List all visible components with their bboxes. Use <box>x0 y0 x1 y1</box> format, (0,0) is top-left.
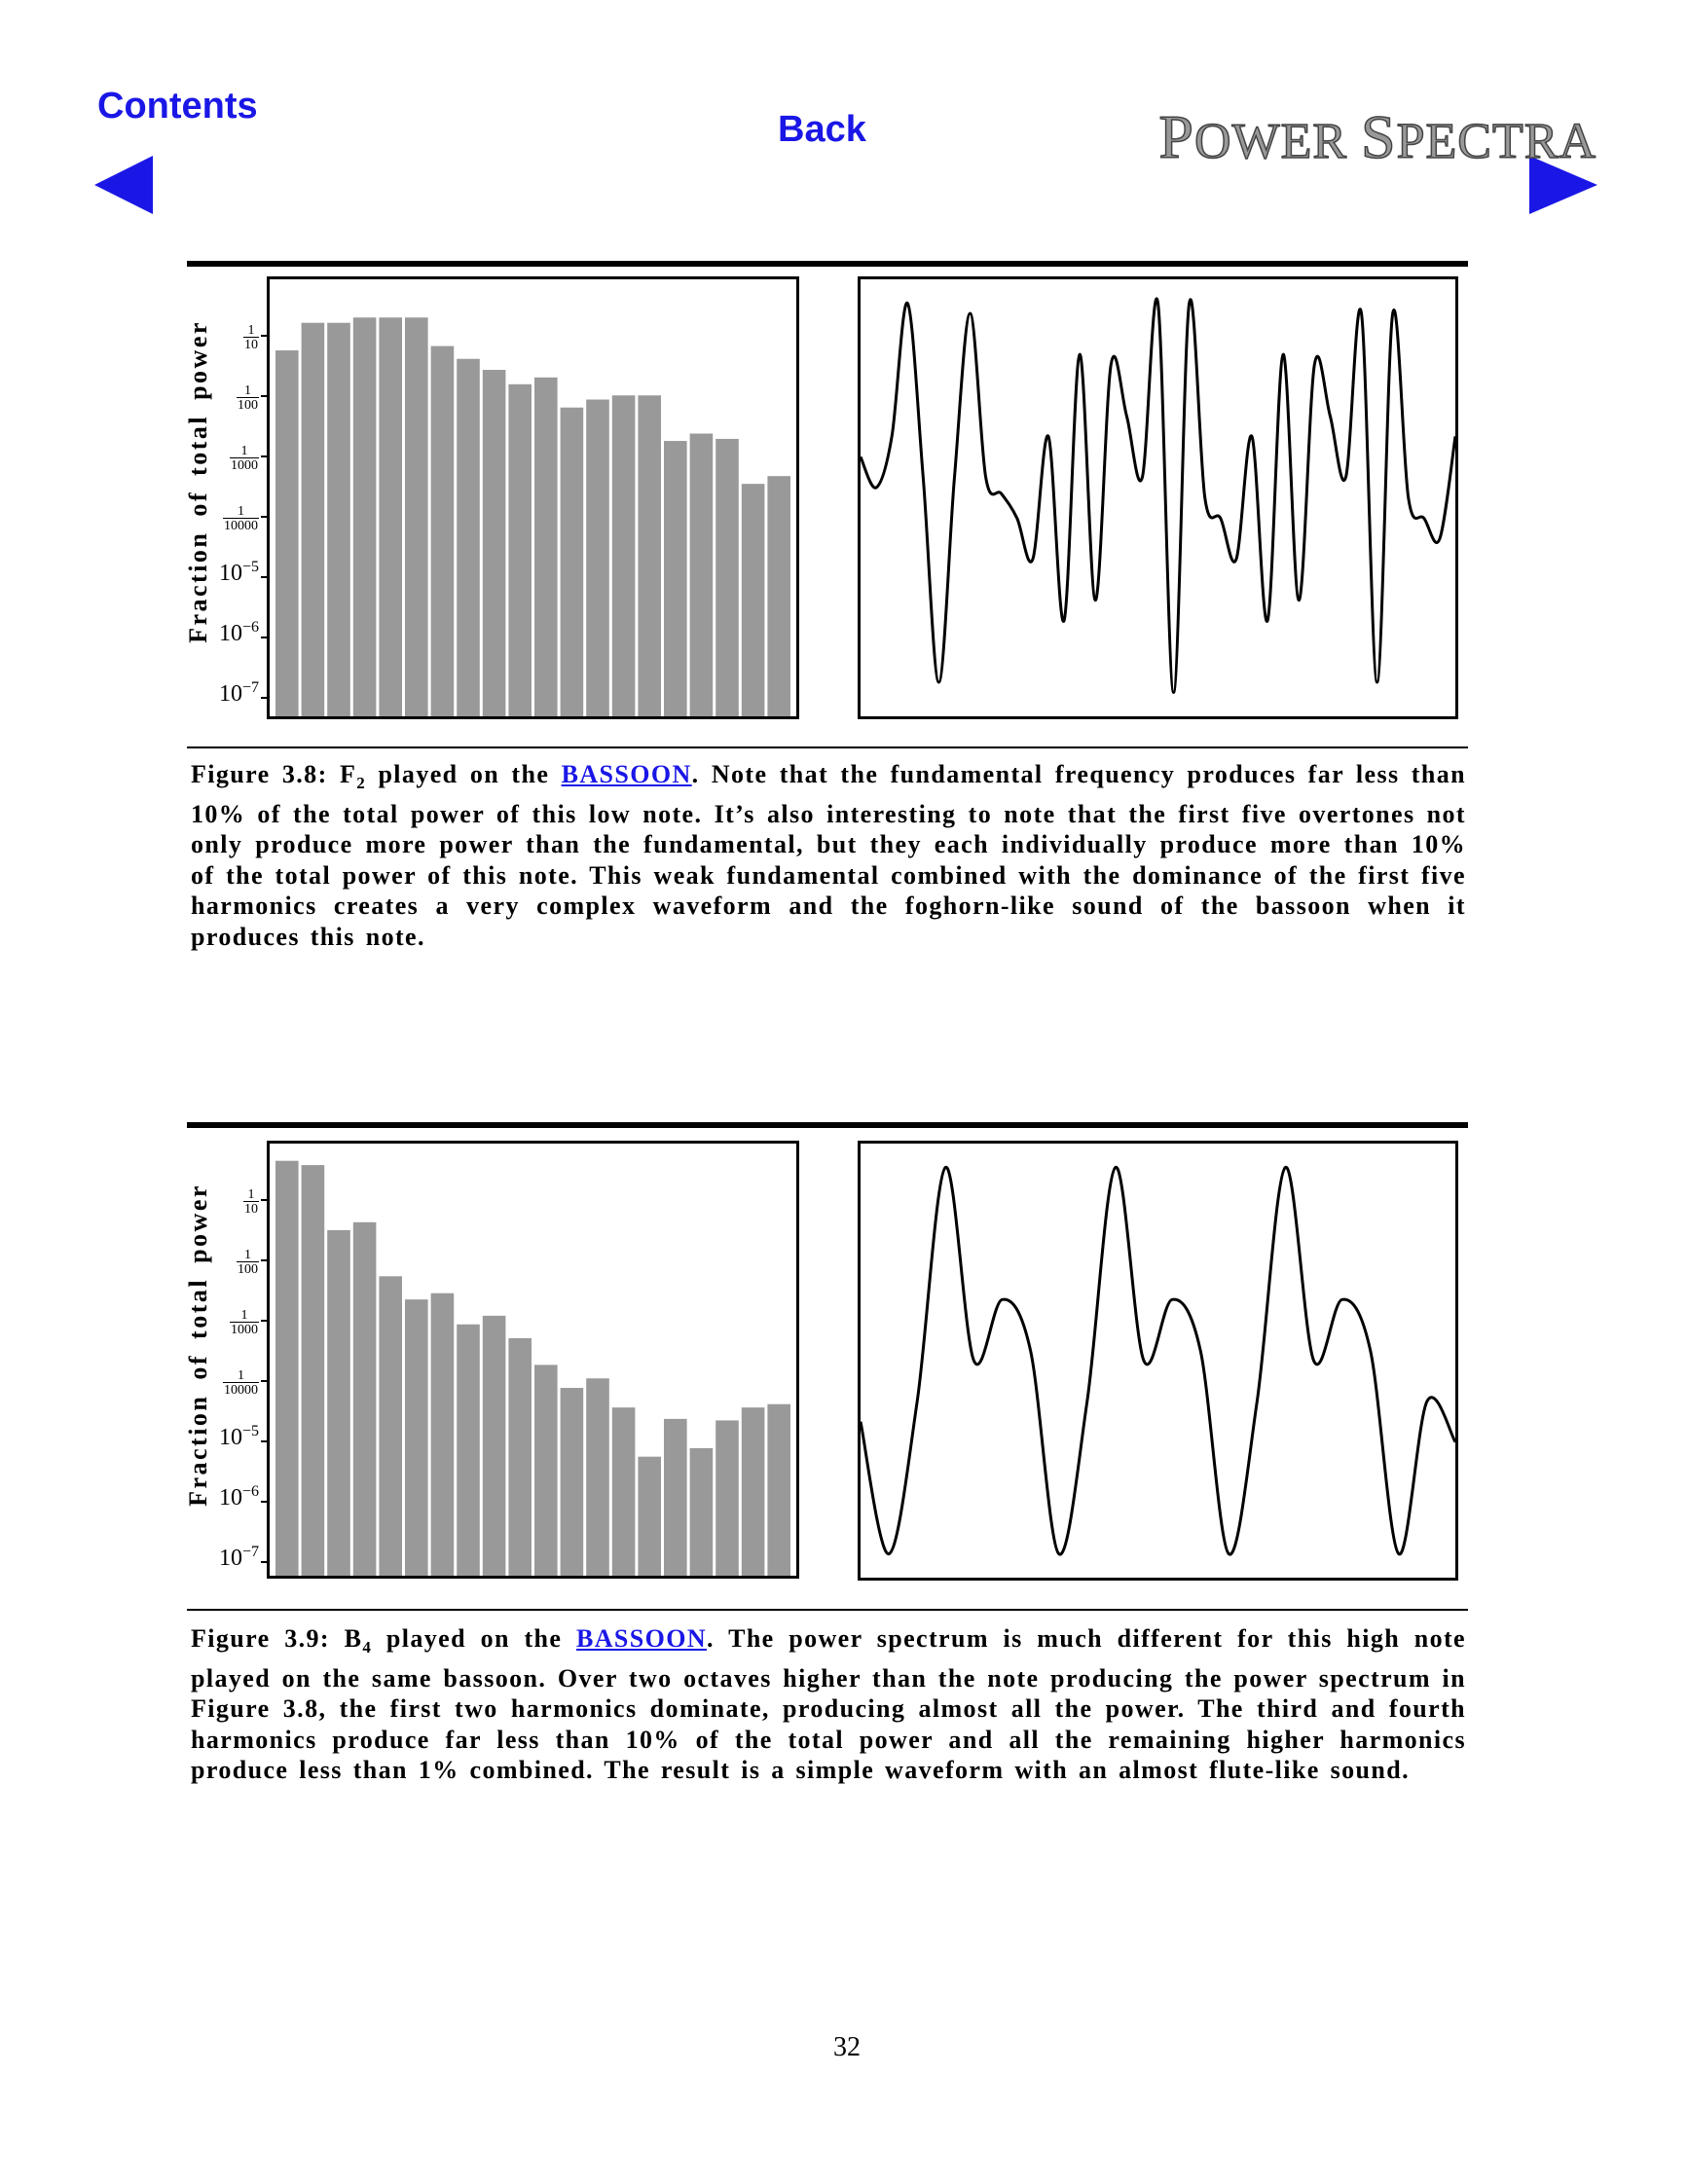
tick-denominator: 10000 <box>224 1383 258 1398</box>
figure-3-8-top-rule <box>187 261 1468 267</box>
caption-lead: Figure 3.8: F <box>191 760 357 788</box>
tick-denominator: 100 <box>238 1262 258 1277</box>
tick-label-fraction <box>195 321 259 351</box>
spectrum-bar <box>534 378 558 716</box>
spectrum-bar <box>483 1316 506 1576</box>
title-rest-pectra: PECTRA <box>1396 114 1596 169</box>
tick-label-power: $10^{-5}$ <box>218 1423 259 1450</box>
tick-denominator: 1000 <box>231 458 258 473</box>
back-link[interactable]: Back <box>778 109 866 150</box>
figure-3-8-power-spectrum <box>267 276 799 719</box>
tick-numerator: 1 <box>240 444 248 458</box>
spectrum-bar <box>508 384 532 716</box>
tick-exponent: −6 <box>241 619 259 636</box>
figure-3-9-waveform <box>861 1144 1455 1578</box>
spectrum-bar <box>379 1276 402 1576</box>
tick-exponent: −7 <box>241 1544 259 1560</box>
spectrum-bar <box>586 400 609 716</box>
tick-exponent: −5 <box>241 1423 259 1439</box>
spectrum-bar <box>742 484 765 716</box>
figure-3-9-power-spectrum <box>267 1141 799 1579</box>
caption-pre-link: played on the <box>372 1624 576 1653</box>
spectrum-bar <box>742 1407 765 1576</box>
tick-denominator: 10 <box>244 1202 258 1217</box>
caption-subscript: 2 <box>356 774 367 793</box>
spectrum-bar <box>638 1457 661 1576</box>
previous-page-arrow-icon[interactable] <box>94 156 153 214</box>
figure-3-9-bottom-rule <box>187 1609 1468 1611</box>
spectrum-bar <box>690 1448 714 1576</box>
spectrum-bar <box>302 323 325 716</box>
caption-body: . Note that the fundamental frequency produces far less than 10% of the total power of this low note. It’s also interesting to note that the first five overtones not only produce more power than the fundamental, but they each individually produce more than 10% of the total power of this note. This weak fundamental combined with the dominance of the first five harmonics creates a very complex waveform and the foghorn-like sound of the bassoon when it produces this note. <box>191 760 1466 951</box>
caption-lead: Figure 3.9: B <box>191 1624 363 1653</box>
spectrum-bar <box>612 395 636 716</box>
figure-3-8-waveform-line <box>861 299 1455 693</box>
section-title <box>1149 101 1596 173</box>
spectrum-bar <box>353 317 377 716</box>
spectrum-bar <box>431 346 455 716</box>
tick-label-fraction <box>195 1306 259 1336</box>
spectrum-bar <box>561 1388 584 1576</box>
tick-label-fraction <box>195 382 259 412</box>
tick-exponent: −7 <box>241 679 259 696</box>
figure-3-9-bar-chart <box>270 1144 796 1576</box>
tick-label-power: $10^{-5}$ <box>218 559 259 586</box>
spectrum-bar <box>664 1419 687 1576</box>
spectrum-bar <box>302 1165 325 1576</box>
tick-label-fraction <box>195 1246 259 1276</box>
tick-numerator: 1 <box>247 1187 255 1202</box>
spectrum-bar <box>327 323 350 716</box>
tick-label-fraction <box>195 502 259 532</box>
figure-3-8-ylabel: Fraction of total power <box>184 320 212 643</box>
contents-link[interactable]: Contents <box>97 86 258 127</box>
spectrum-bar <box>379 317 402 716</box>
tick-label-power: $10^{-7}$ <box>218 679 259 707</box>
spectrum-bar <box>457 1325 480 1576</box>
spectrum-bar <box>275 1161 299 1576</box>
tick-numerator: 1 <box>247 323 255 338</box>
spectrum-bar <box>612 1407 636 1576</box>
spectrum-bar <box>586 1378 609 1576</box>
title-cap-s: S <box>1361 102 1397 171</box>
caption-body: . The power spectrum is much different for this high note played on the same bassoon. Over two octaves higher than the note producing the power spectrum in Figure 3.8, the first two harmonics dominate, producing almost all the power. The third and fourth harmonics produce far less than 10% of the total power and all the remaining higher harmonics produce less than 1% combined. The result is a simple waveform with an almost flute-like sound. <box>191 1624 1466 1785</box>
caption-pre-link: played on the <box>366 760 562 788</box>
tick-numerator: 1 <box>244 1248 251 1262</box>
spectrum-bar <box>767 1404 790 1576</box>
tick-label-fraction <box>195 442 259 472</box>
spectrum-bar <box>664 441 687 716</box>
spectrum-bar <box>483 370 506 716</box>
bassoon-link[interactable]: BASSOON <box>561 760 692 788</box>
tick-denominator: 100 <box>238 398 258 413</box>
figure-3-9-top-rule <box>187 1122 1468 1128</box>
spectrum-bar <box>690 433 714 716</box>
spectrum-bar <box>638 395 661 716</box>
tick-numerator: 1 <box>244 383 251 398</box>
figure-3-9-waveform-panel <box>858 1141 1458 1581</box>
figure-3-8-caption <box>191 759 1466 952</box>
spectrum-bar <box>405 1299 428 1576</box>
tick-denominator: 1000 <box>231 1323 258 1337</box>
bassoon-link[interactable]: BASSOON <box>575 1624 708 1653</box>
spectrum-bar <box>561 408 584 716</box>
spectrum-bar <box>767 476 790 716</box>
spectrum-bar <box>457 359 480 716</box>
tick-denominator: 10 <box>244 338 258 352</box>
spectrum-bar <box>275 350 299 716</box>
spectrum-bar <box>716 439 739 716</box>
spectrum-bar <box>716 1420 739 1576</box>
tick-label-fraction <box>195 1366 259 1397</box>
spectrum-bar <box>353 1222 377 1576</box>
figure-3-8-waveform <box>861 279 1455 716</box>
tick-denominator: 10000 <box>224 519 258 533</box>
tick-label-power: $10^{-6}$ <box>218 1483 259 1511</box>
figure-3-8-bottom-rule <box>187 746 1468 748</box>
spectrum-bar <box>431 1293 455 1576</box>
figure-3-8-waveform-panel <box>858 276 1458 719</box>
tick-numerator: 1 <box>238 1368 244 1383</box>
page-number: 32 <box>833 2032 861 2062</box>
tick-label-power: $10^{-7}$ <box>218 1544 259 1571</box>
spectrum-bar <box>534 1365 558 1576</box>
tick-label-fraction <box>195 1185 259 1216</box>
tick-exponent: −5 <box>241 559 259 575</box>
tick-label-power: $10^{-6}$ <box>218 619 259 646</box>
spectrum-bar <box>327 1230 350 1576</box>
figure-3-8-bar-chart <box>270 279 796 716</box>
figure-3-9-ylabel: Fraction of total power <box>184 1183 212 1507</box>
tick-numerator: 1 <box>238 504 244 519</box>
spectrum-bar <box>405 317 428 716</box>
title-cap-p: P <box>1158 102 1194 171</box>
title-rest-ower: OWER <box>1193 114 1362 169</box>
tick-exponent: −6 <box>241 1483 259 1500</box>
tick-numerator: 1 <box>240 1308 248 1323</box>
caption-subscript: 4 <box>362 1638 373 1657</box>
spectrum-bar <box>508 1338 532 1576</box>
figure-3-9-waveform-line <box>861 1167 1455 1554</box>
figure-3-9-caption <box>191 1623 1466 1786</box>
